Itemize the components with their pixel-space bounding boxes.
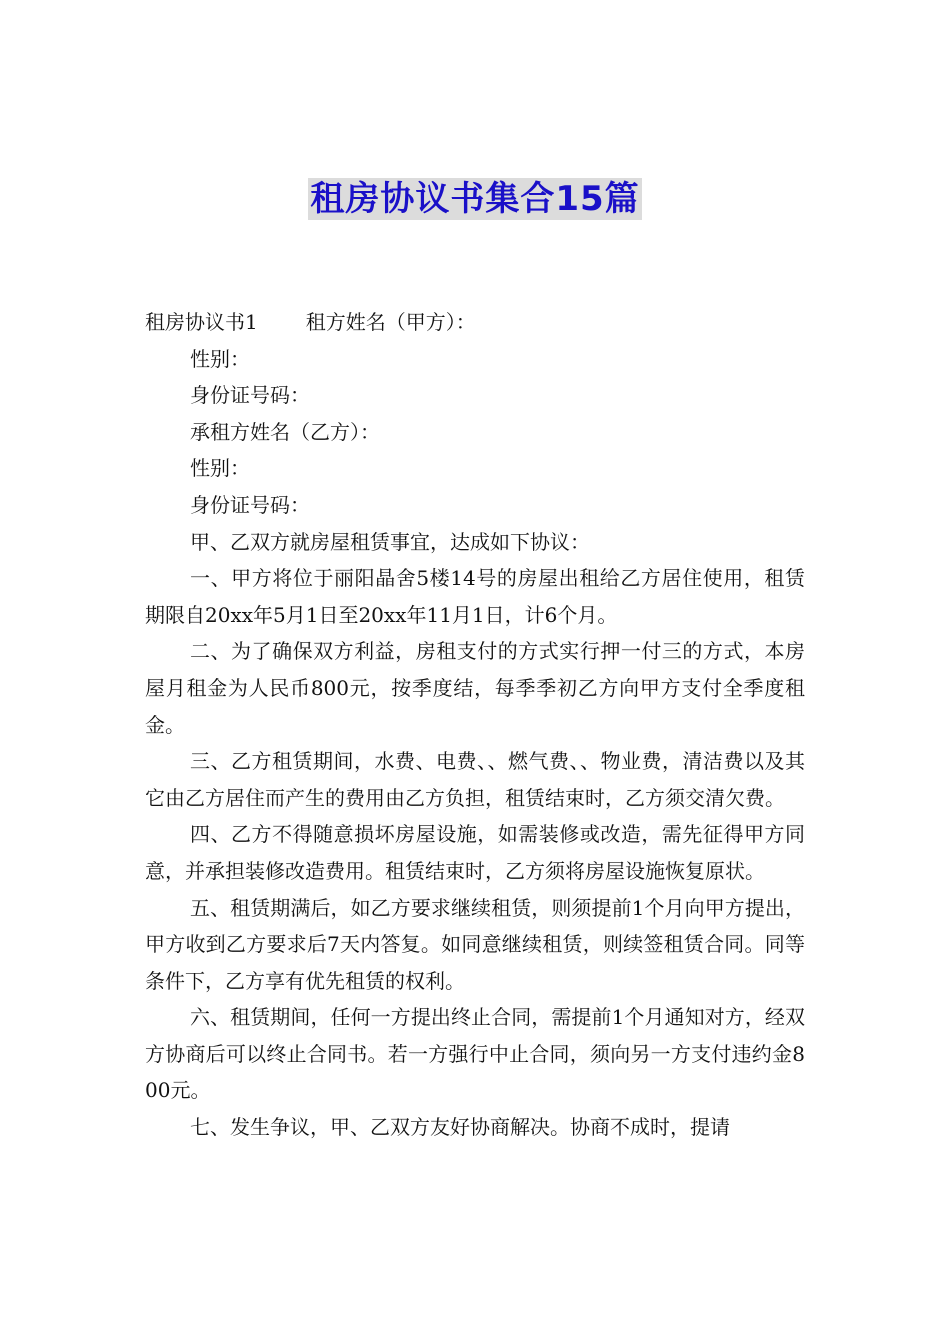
header-line (145, 304, 805, 341)
lessee-gender-label: 性别： (190, 456, 250, 481)
document-title: 租房协议书集合15篇 (310, 179, 640, 219)
title-container (0, 178, 950, 220)
clause-4: 四、乙方不得随意损坏房屋设施，如需装修或改造，需先征得甲方同意，并承担装修改造费用。租赁结束时，乙方须将房屋设施恢复原状。 (145, 822, 805, 883)
lessor-id-label: 身份证号码： (190, 383, 310, 408)
lessor-gender-label: 性别： (190, 346, 250, 371)
lessee-id-label: 身份证号码： (190, 492, 310, 517)
clause-3: 三、乙方租赁期间，水费、电费、、燃气费、、物业费，清洁费以及其它由乙方居住而产生的费用由乙方负担，租赁结束时，乙方须交清欠费。 (145, 749, 805, 810)
agreement-intro: 甲、乙双方就房屋租赁事宜，达成如下协议： (190, 529, 590, 554)
lessee-name-label: 承租方姓名（乙方）： (190, 419, 380, 444)
clause-2: 二、为了确保双方利益，房租支付的方式实行押一付三的方式，本房屋月租金为人民币800元，按季度结，每季季初乙方向甲方支付全季度租金。 (145, 639, 805, 737)
clause-1: 一、甲方将位于丽阳晶舍5楼14号的房屋出租给乙方居住使用，租赁期限自20xx年5月1日至20xx年11月1日，计6个月。 (145, 566, 805, 627)
clause-6: 六、租赁期间，任何一方提出终止合同，需提前1个月通知对方，经双方协商后可以终止合同书。若一方强行中止合同，须向另一方支付违约金800元。 (145, 1005, 805, 1103)
agreement-number: 租房协议书1 (145, 310, 258, 334)
document-body (145, 304, 805, 1146)
lessor-name-label: 租方姓名（甲方）： (305, 310, 476, 334)
clause-5: 五、租赁期满后，如乙方要求继续租赁，则须提前1个月向甲方提出，甲方收到乙方要求后7天内答复。如同意继续租赁，则续签租赁合同。同等条件下，乙方享有优先租赁的权利。 (145, 895, 805, 993)
clause-7: 七、发生争议，甲、乙双方友好协商解决。协商不成时，提请 (190, 1115, 730, 1140)
